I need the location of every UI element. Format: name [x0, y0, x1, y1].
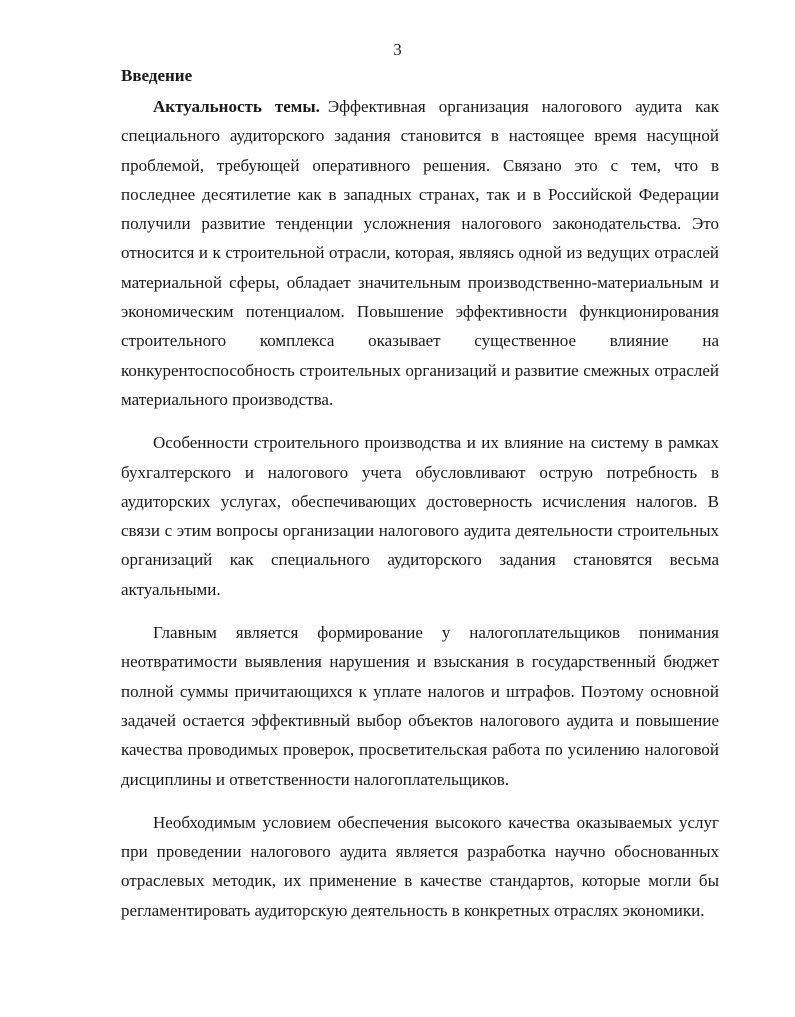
page-number: 3 [393, 40, 402, 59]
section-heading: Введение [121, 66, 193, 85]
paragraph-methodology [121, 808, 719, 925]
paragraph-construction-features [121, 428, 719, 604]
paragraph-text: Особенности строительного производства и их влияние на систему в рамках бухгалтерского и налогового учета обусловливают острую потребность в аудиторских услугах, обеспечивающих достоверность исчисления налогов. В связи с этим вопросы организации налогового аудита деятельности строительных организаций как специального аудиторского задания становятся весьма актуальными. [121, 433, 719, 599]
paragraph-lead: Актуальность темы. [153, 97, 320, 116]
paragraph-text: Необходимым условием обеспечения высокого качества оказываемых услуг при проведении налогового аудита является разработка научно обоснованных отраслевых методик, их применение в качестве стандартов, которые могли бы регламентировать аудиторскую деятельность в конкретных отраслях экономики. [121, 812, 719, 920]
paragraph-text: Главным является формирование у налогоплательщиков понимания неотвратимости выявления нарушения и взыскания в государственный бюджет полной суммы причитающихся к уплате налогов и штрафов. Поэтому основной задачей остается эффективный выбор объектов налогового аудита и повышение качества проводимых проверок, просветительская работа по усилению налоговой дисциплины и ответственности налогоплательщиков. [121, 623, 719, 789]
paragraph-taxpayer-understanding [121, 618, 719, 794]
paragraph-relevance [121, 92, 719, 414]
document-body [121, 64, 719, 937]
paragraph-text: Эффективная организация налогового аудита как специального аудиторского задания становится в настоящее время насущной проблемой, требующей оперативного решения. Связано это с тем, что в последнее десятилетие как в западных странах, так и в Российской Федерации получили развитие тенденции усложнения налогового законодательства. Это относится и к строительной отрасли, которая, являясь одной из ведущих отраслей материальной сферы, обладает значительным производственно-материальным и экономическим потенциалом. Повышение эффективности функционирования строительного комплекса оказывает существенное влияние на конкурентоспособность строительных организаций и развитие смежных отраслей материального производства. [121, 97, 719, 409]
